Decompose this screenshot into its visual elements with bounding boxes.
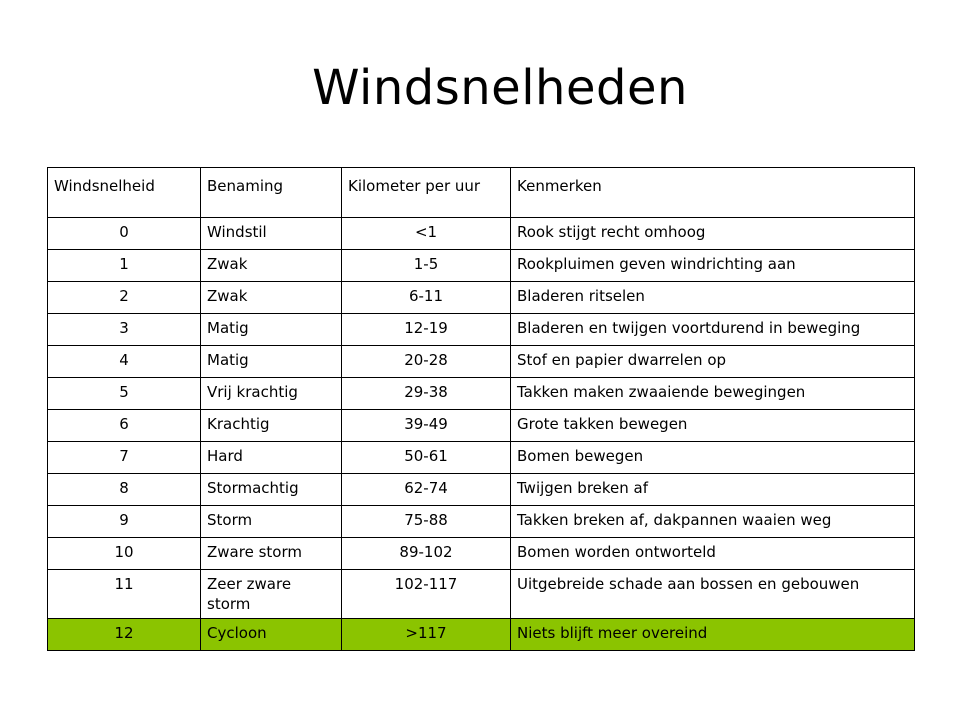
header-benaming: Benaming xyxy=(201,168,342,218)
cell-windsnelheid: 8 xyxy=(48,474,201,506)
cell-kilometer-per-uur: <1 xyxy=(342,218,511,250)
cell-kenmerken: Bomen worden ontworteld xyxy=(511,538,915,570)
cell-kenmerken: Takken breken af, dakpannen waaien weg xyxy=(511,506,915,538)
cell-kilometer-per-uur: 20-28 xyxy=(342,346,511,378)
table-row xyxy=(48,619,915,651)
cell-kilometer-per-uur: 89-102 xyxy=(342,538,511,570)
cell-benaming: Matig xyxy=(201,314,342,346)
cell-windsnelheid: 9 xyxy=(48,506,201,538)
cell-kenmerken: Takken maken zwaaiende bewegingen xyxy=(511,378,915,410)
cell-kilometer-per-uur: 1-5 xyxy=(342,250,511,282)
cell-benaming: Matig xyxy=(201,346,342,378)
cell-kenmerken: Rookpluimen geven windrichting aan xyxy=(511,250,915,282)
table-row xyxy=(48,538,915,570)
cell-kilometer-per-uur: 102-117 xyxy=(342,570,511,619)
cell-kenmerken: Bladeren ritselen xyxy=(511,282,915,314)
cell-windsnelheid: 4 xyxy=(48,346,201,378)
cell-benaming: Cycloon xyxy=(201,619,342,651)
cell-windsnelheid: 7 xyxy=(48,442,201,474)
cell-kilometer-per-uur: 6-11 xyxy=(342,282,511,314)
table-row xyxy=(48,410,915,442)
cell-kenmerken: Stof en papier dwarrelen op xyxy=(511,346,915,378)
table-row xyxy=(48,250,915,282)
table-row xyxy=(48,346,915,378)
cell-kilometer-per-uur: 39-49 xyxy=(342,410,511,442)
table-row xyxy=(48,570,915,619)
table-row xyxy=(48,314,915,346)
cell-benaming: Stormachtig xyxy=(201,474,342,506)
cell-benaming: Zwak xyxy=(201,282,342,314)
cell-kilometer-per-uur: >117 xyxy=(342,619,511,651)
cell-benaming: Hard xyxy=(201,442,342,474)
cell-kilometer-per-uur: 50-61 xyxy=(342,442,511,474)
table-row xyxy=(48,442,915,474)
cell-benaming: Krachtig xyxy=(201,410,342,442)
header-kenmerken: Kenmerken xyxy=(511,168,915,218)
cell-benaming: Zeer zware storm xyxy=(201,570,342,619)
cell-kenmerken: Uitgebreide schade aan bossen en gebouwen xyxy=(511,570,915,619)
cell-kilometer-per-uur: 29-38 xyxy=(342,378,511,410)
cell-kenmerken: Bladeren en twijgen voortdurend in beweging xyxy=(511,314,915,346)
cell-windsnelheid: 12 xyxy=(48,619,201,651)
cell-kenmerken: Grote takken bewegen xyxy=(511,410,915,442)
header-windsnelheid: Windsnelheid xyxy=(48,168,201,218)
wind-speed-table xyxy=(47,167,915,651)
cell-kenmerken: Twijgen breken af xyxy=(511,474,915,506)
page-title: Windsnelheden xyxy=(312,60,688,116)
cell-windsnelheid: 3 xyxy=(48,314,201,346)
cell-windsnelheid: 1 xyxy=(48,250,201,282)
cell-benaming: Zware storm xyxy=(201,538,342,570)
cell-kenmerken: Rook stijgt recht omhoog xyxy=(511,218,915,250)
table-row xyxy=(48,218,915,250)
cell-kenmerken: Niets blijft meer overeind xyxy=(511,619,915,651)
cell-windsnelheid: 0 xyxy=(48,218,201,250)
cell-windsnelheid: 2 xyxy=(48,282,201,314)
cell-benaming: Storm xyxy=(201,506,342,538)
cell-benaming: Windstil xyxy=(201,218,342,250)
cell-kilometer-per-uur: 75-88 xyxy=(342,506,511,538)
cell-kilometer-per-uur: 62-74 xyxy=(342,474,511,506)
cell-kenmerken: Bomen bewegen xyxy=(511,442,915,474)
table-row xyxy=(48,506,915,538)
table-row xyxy=(48,282,915,314)
cell-kilometer-per-uur: 12-19 xyxy=(342,314,511,346)
cell-benaming: Zwak xyxy=(201,250,342,282)
header-kilometer-per-uur: Kilometer per uur xyxy=(342,168,511,218)
cell-benaming: Vrij krachtig xyxy=(201,378,342,410)
cell-windsnelheid: 5 xyxy=(48,378,201,410)
cell-windsnelheid: 6 xyxy=(48,410,201,442)
cell-windsnelheid: 10 xyxy=(48,538,201,570)
cell-windsnelheid: 11 xyxy=(48,570,201,619)
table-row xyxy=(48,378,915,410)
table-header-row xyxy=(48,168,915,218)
table-row xyxy=(48,474,915,506)
